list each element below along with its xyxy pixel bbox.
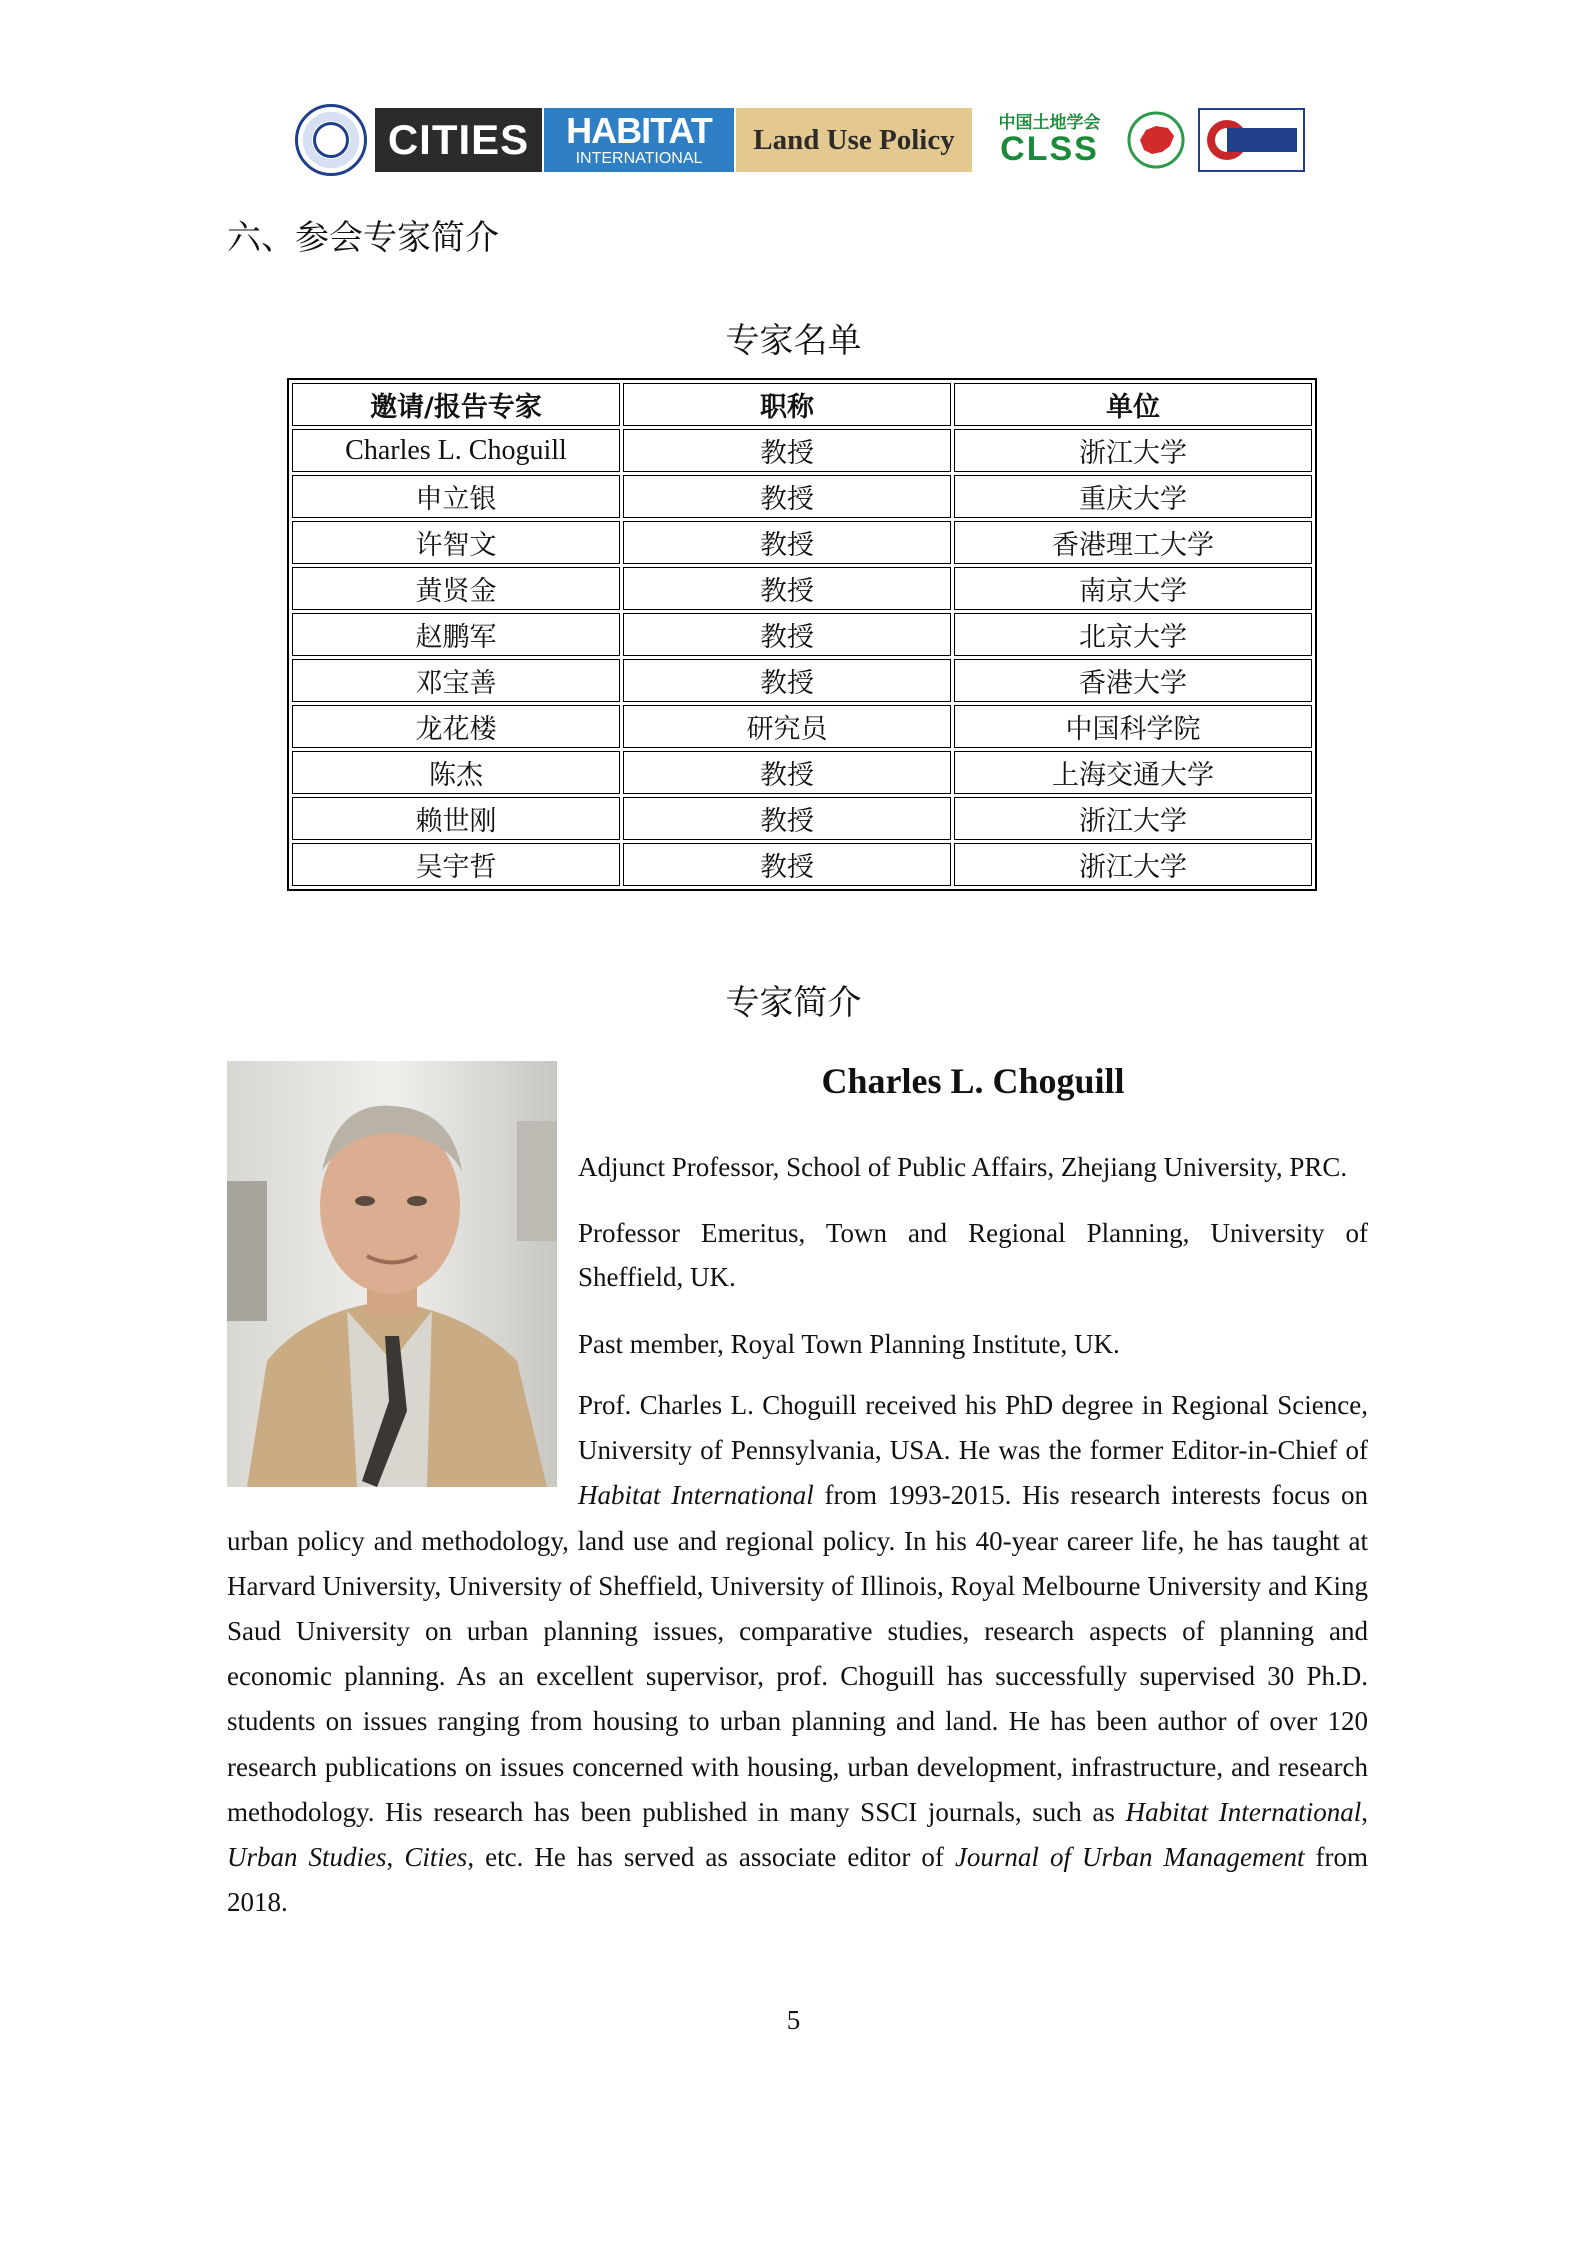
header-logos [295, 108, 1305, 176]
expert-name-cell: 许智文 [292, 521, 620, 564]
expert-institution-cell: 香港大学 [954, 659, 1312, 702]
expert-title-cell: 教授 [623, 797, 951, 840]
expert-title-cell: 教授 [623, 567, 951, 610]
land-use-policy-logo-text: Land Use Policy [753, 123, 955, 156]
section-heading: 六、参会专家简介 [227, 218, 499, 258]
bio-text-4: , [386, 1842, 405, 1873]
clss-logo-cn-text: 中国土地学会 [998, 112, 1101, 133]
habitat-logo-text: HABITAT [566, 110, 712, 151]
table-row [292, 429, 1312, 472]
bio-italic-journal-2: Habitat International [1125, 1796, 1362, 1827]
expert-title-cell: 教授 [623, 475, 951, 518]
expert-institution-cell: 浙江大学 [954, 797, 1312, 840]
bio-text-3: , [1361, 1796, 1368, 1827]
expert-name-cell: 邓宝善 [292, 659, 620, 702]
column-header-institution: 单位 [954, 383, 1312, 426]
institute-logo [1198, 108, 1305, 172]
expert-institution-cell: 香港理工大学 [954, 521, 1312, 564]
table-row [292, 613, 1312, 656]
bio-italic-journal-1: Habitat International [578, 1480, 814, 1511]
table-row [292, 521, 1312, 564]
university-seal-logo [295, 104, 367, 176]
expert-name-cell: 黄贤金 [292, 567, 620, 610]
table-row [292, 659, 1312, 702]
bio-name: Charles L. Choguill [821, 1061, 1125, 1101]
habitat-logo-subtext: INTERNATIONAL [575, 150, 703, 167]
expert-name-cell: Charles L. Choguill [292, 429, 620, 472]
table-row [292, 567, 1312, 610]
expert-title-cell: 研究员 [623, 705, 951, 748]
table-row [292, 751, 1312, 794]
bio-text-2: from 1993-2015. His research interests focus on urban policy and methodology, land use and regional policy. In his 40-year career life, he has taught at Harvard University, University of Sheffield, University of Illinois, Royal Melbourne University and King Saud University on urban planning issues, comparative studies, research aspects of planning and economic planning. As an excellent supervisor, prof. Choguill has successfully supervised 30 Ph.D. students on issues ranging from housing to urban planning and land. He has been author of over 120 research publications on issues concerned with housing, urban development, infrastructure, and research methodology. His research has been published in many SSCI journals, such as [227, 1480, 1368, 1827]
column-header-title: 职称 [623, 383, 951, 426]
expert-name-cell: 龙花楼 [292, 705, 620, 748]
habitat-international-logo [544, 108, 734, 172]
bio-italic-journal-5: Journal of Urban Management [954, 1842, 1305, 1873]
expert-title-cell: 教授 [623, 429, 951, 472]
bio-long-paragraph [227, 1383, 1368, 1925]
table-row [292, 797, 1312, 840]
expert-title-cell: 教授 [623, 613, 951, 656]
bio-position-3: Past member, Royal Town Planning Institute, UK. [578, 1329, 1120, 1359]
expert-list-heading: 专家名单 [725, 321, 862, 361]
expert-name-cell: 赵鹏军 [292, 613, 620, 656]
expert-title-cell: 教授 [623, 751, 951, 794]
expert-institution-cell: 上海交通大学 [954, 751, 1312, 794]
expert-title-cell: 教授 [623, 659, 951, 702]
bio-position-2: Professor Emeritus, Town and Regional Planning, University of Sheffield, UK. [578, 1218, 1368, 1292]
expert-title-cell: 教授 [623, 843, 951, 886]
bio-text-6: from 2018. [227, 1842, 1369, 1918]
bio-italic-journal-3: Urban Studies [227, 1842, 387, 1873]
bio-text-1: Prof. Charles L. Choguill received his PhD degree in Regional Science, University of Pennsylvania, USA. He was the former Editor-in-Chief of [578, 1390, 1368, 1466]
cities-journal-logo [375, 108, 542, 172]
table-row [292, 843, 1312, 886]
clss-logo [987, 108, 1112, 172]
expert-institution-cell: 浙江大学 [954, 429, 1312, 472]
expert-institution-cell: 浙江大学 [954, 843, 1312, 886]
expert-table [287, 378, 1317, 891]
expert-institution-cell: 重庆大学 [954, 475, 1312, 518]
expert-institution-cell: 南京大学 [954, 567, 1312, 610]
table-row [292, 705, 1312, 748]
bio-position-1: Adjunct Professor, School of Public Affairs, Zhejiang University, PRC. [578, 1152, 1348, 1182]
china-map-logo [1125, 108, 1187, 172]
page-number: 5 [786, 2005, 801, 2035]
expert-bio-heading: 专家简介 [725, 983, 862, 1023]
expert-institution-cell: 北京大学 [954, 613, 1312, 656]
table-row [292, 475, 1312, 518]
bio-text-5: , etc. He has served as associate editor of [467, 1842, 955, 1873]
expert-name-cell: 吴宇哲 [292, 843, 620, 886]
expert-name-cell: 申立银 [292, 475, 620, 518]
expert-institution-cell: 中国科学院 [954, 705, 1312, 748]
column-header-expert: 邀请/报告专家 [292, 383, 620, 426]
expert-name-cell: 陈杰 [292, 751, 620, 794]
expert-title-cell: 教授 [623, 521, 951, 564]
table-header-row [292, 383, 1312, 426]
clss-logo-en-text: CLSS [1000, 129, 1099, 168]
land-use-policy-logo [736, 108, 972, 172]
bio-italic-journal-4: Cities [404, 1842, 468, 1873]
photo-wrap-spacer [227, 1383, 578, 1518]
cities-logo-text: CITIES [387, 116, 530, 163]
expert-name-cell: 赖世刚 [292, 797, 620, 840]
